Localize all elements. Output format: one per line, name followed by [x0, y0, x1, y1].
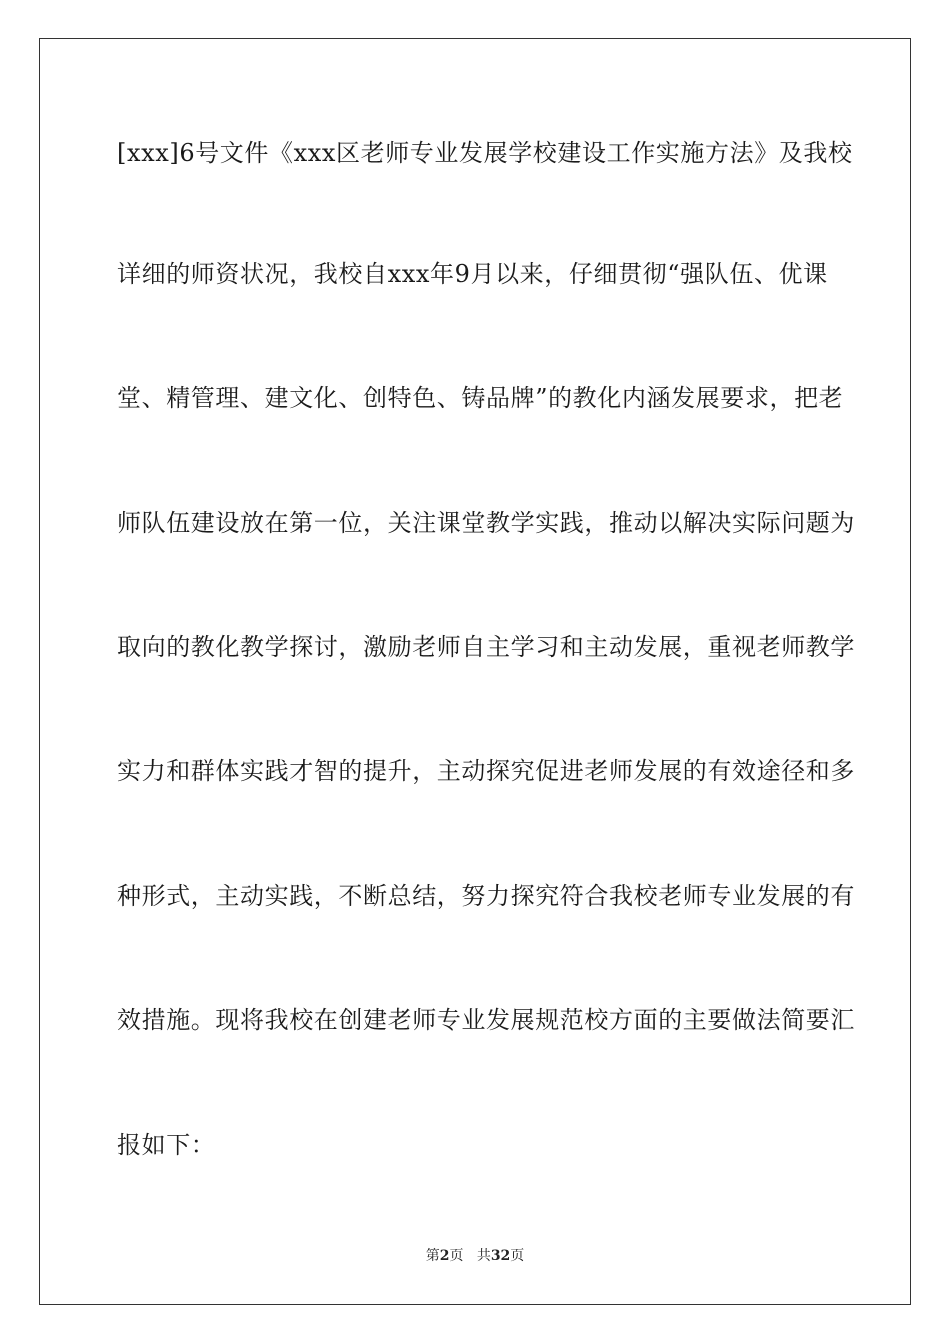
body-text-line: [xxx]6号文件《xxx区老师专业发展学校建设工作实施方法》及我校	[117, 139, 853, 167]
page-border	[39, 38, 911, 1305]
body-text-line: 种形式，主动实践，不断总结，努力探究符合我校老师专业发展的有	[117, 882, 855, 910]
body-text-line: 效措施。现将我校在创建老师专业发展规范校方面的主要做法简要汇	[117, 1006, 855, 1034]
page-number: 2	[439, 1248, 450, 1264]
page-prefix: 第	[425, 1248, 440, 1264]
body-text-line: 堂、精管理、建文化、创特色、铸品牌”的教化内涵发展要求，把老	[117, 384, 844, 412]
body-text-line: 报如下：	[117, 1131, 216, 1159]
page-footer	[0, 1247, 950, 1265]
body-text-line: 实力和群体实践才智的提升，主动探究促进老师发展的有效途径和多	[117, 757, 855, 785]
body-text-line: 详细的师资状况，我校自xxx年9月以来，仔细贯彻“强队伍、优课	[117, 260, 828, 288]
total-suffix: 页	[510, 1248, 525, 1264]
total-pages: 32	[490, 1248, 511, 1264]
total-prefix: 共	[476, 1248, 491, 1264]
body-text-line: 取向的教化教学探讨，激励老师自主学习和主动发展，重视老师教学	[117, 633, 855, 661]
body-text-line: 师队伍建设放在第一位，关注课堂教学实践，推动以解决实际问题为	[117, 509, 855, 537]
page-suffix: 页	[449, 1248, 464, 1264]
